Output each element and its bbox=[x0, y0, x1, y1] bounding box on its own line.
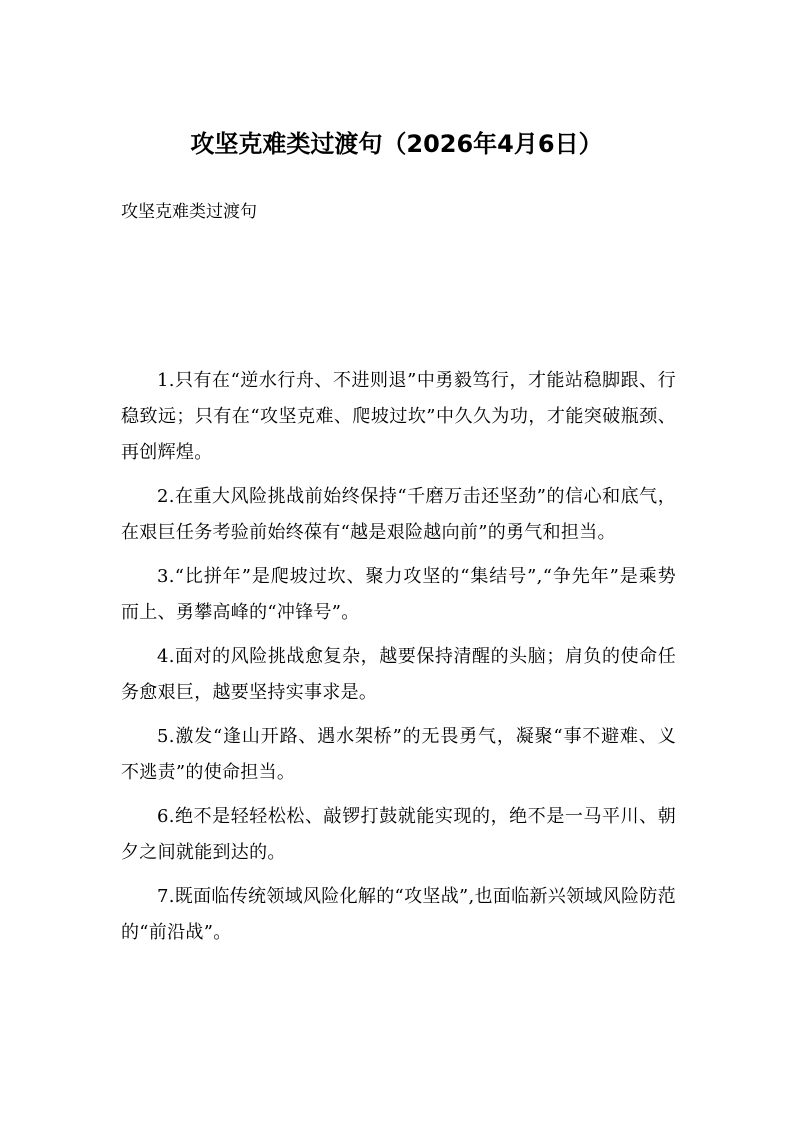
paragraph-3: 3.“比拼年”是爬坡过坎、聚力攻坚的“集结号”,“争先年”是乘势而上、勇攀高峰的“冲锋号”。 bbox=[121, 566, 676, 623]
document-title: 攻坚克难类过渡句（2026年4月6日） bbox=[190, 130, 603, 158]
paragraph-2: 2.在重大风险挑战前始终保持“千磨万击还坚劲”的信心和底气，在艰巨任务考验前始终葆有“越是艰险越向前”的勇气和担当。 bbox=[121, 486, 676, 543]
paragraph-6: 6.绝不是轻轻松松、敲锣打鼓就能实现的，绝不是一马平川、朝夕之间就能到达的。 bbox=[121, 806, 676, 863]
document-subtitle: 攻坚克难类过渡句 bbox=[121, 202, 257, 222]
paragraph-7: 7.既面临传统领域风险化解的“攻坚战”,也面临新兴领域风险防范的“前沿战”。 bbox=[121, 886, 676, 943]
paragraph-5: 5.激发“逢山开路、遇水架桥”的无畏勇气，凝聚“事不避难、义不逃责”的使命担当。 bbox=[121, 726, 676, 783]
document-body bbox=[121, 363, 676, 959]
paragraph-1: 1.只有在“逆水行舟、不进则退”中勇毅笃行，才能站稳脚跟、行稳致远；只有在“攻坚克难、爬坡过坎”中久久为功，才能突破瓶颈、再创辉煌。 bbox=[121, 370, 676, 463]
paragraph-4: 4.面对的风险挑战愈复杂，越要保持清醒的头脑；肩负的使命任务愈艰巨，越要坚持实事求是。 bbox=[121, 646, 676, 703]
